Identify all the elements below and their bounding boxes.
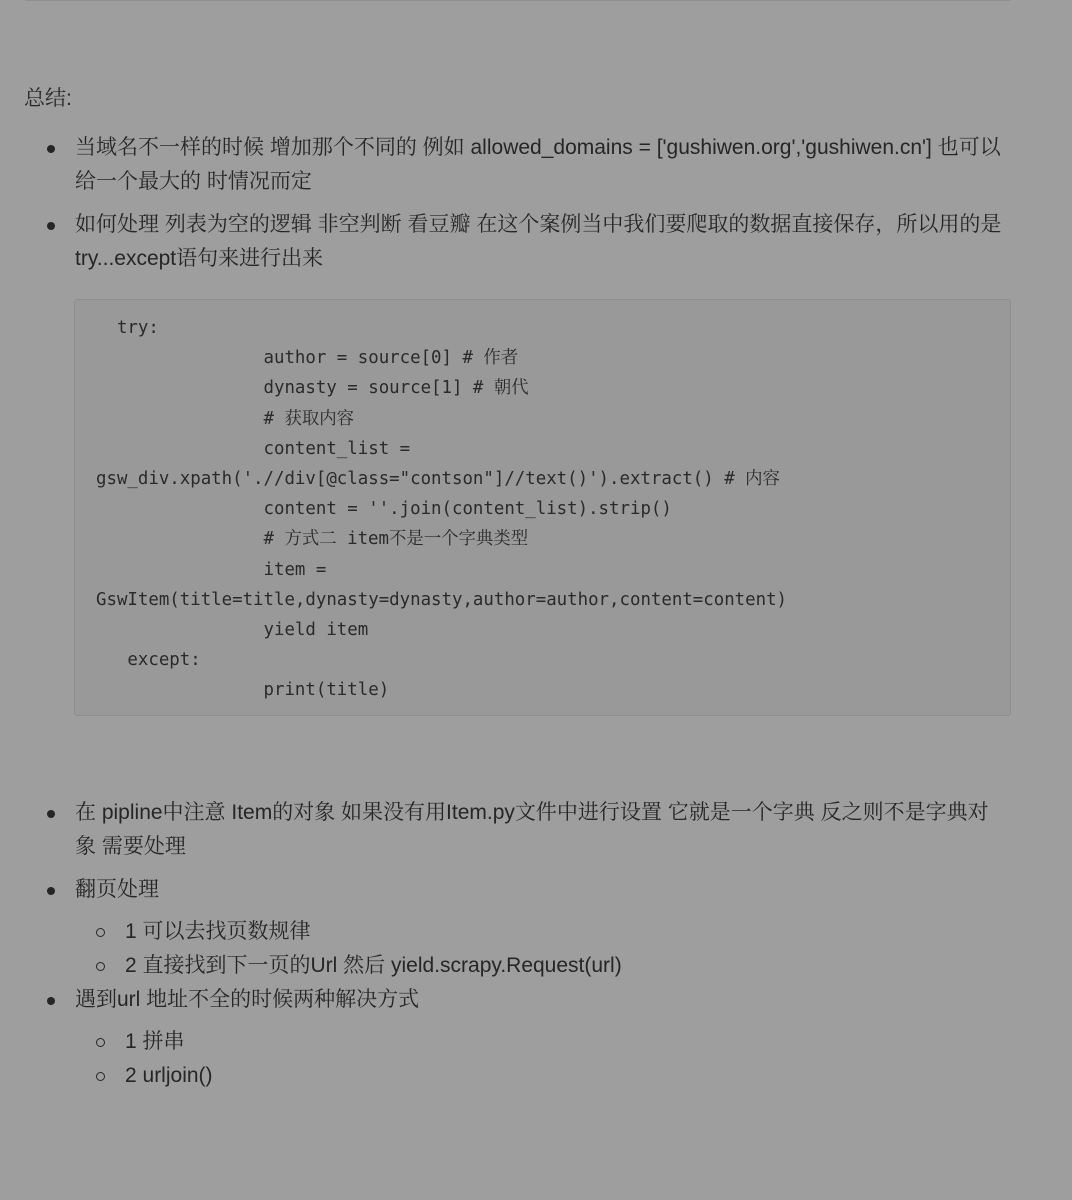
sub-list-item bbox=[0, 1059, 1002, 1093]
bullet-icon bbox=[47, 810, 55, 818]
bullet-icon bbox=[47, 222, 55, 230]
sub-list-item-text: 2 直接找到下一页的Url 然后 yield.scrapy.Request(url) bbox=[125, 954, 622, 977]
circle-bullet-icon bbox=[96, 928, 105, 937]
circle-bullet-icon bbox=[96, 962, 105, 971]
sub-list-item-text: 1 可以去找页数规律 bbox=[125, 920, 311, 943]
sub-list-item bbox=[0, 915, 1002, 949]
list-item bbox=[0, 131, 1072, 199]
list-item bbox=[0, 983, 1072, 1093]
bullet-icon bbox=[47, 887, 55, 895]
bullet-icon bbox=[47, 997, 55, 1005]
summary-list-continued bbox=[0, 796, 1072, 1102]
circle-bullet-icon bbox=[96, 1072, 105, 1081]
previous-code-block bbox=[24, 0, 1012, 1]
list-item bbox=[0, 796, 1072, 864]
sub-list-item-text: 1 拼串 bbox=[125, 1030, 185, 1053]
summary-heading: 总结: bbox=[24, 87, 72, 110]
code-text: try: author = source[0] # 作者 dynasty = source[1] # 朝代 # 获取内容 content_list = gsw_div.xpath('.//div[@class="contson"]//text()').extract() # 内容 content = ''.join(content_list).strip() # 方式二 item不是一个字典类型 item = GswItem(title=title,dynasty=dynasty,author=author,content=content) yield item except: print(title) bbox=[96, 318, 788, 701]
list-item-text: 在 pipline中注意 Item的对象 如果没有用Item.py文件中进行设置 它就是一个字典 反之则不是字典对象 需要处理 bbox=[75, 801, 989, 858]
list-item-text: 如何处理 列表为空的逻辑 非空判断 看豆瓣 在这个案例当中我们要爬取的数据直接保存，所以用的是 try...except语句来进行出来 bbox=[75, 213, 1002, 270]
list-item bbox=[0, 873, 1072, 983]
list-item bbox=[0, 208, 1072, 276]
list-item-text: 当域名不一样的时候 增加那个不同的 例如 allowed_domains = ['gushiwen.org','gushiwen.cn'] 也可以给一个最大的 时情况而定 bbox=[75, 136, 1001, 193]
sub-list-item bbox=[0, 1025, 1002, 1059]
sub-list-item bbox=[0, 949, 1002, 983]
bullet-icon bbox=[47, 145, 55, 153]
summary-list bbox=[0, 131, 1072, 285]
code-block bbox=[74, 299, 1011, 716]
sub-list-item-text: 2 urljoin() bbox=[125, 1064, 213, 1087]
circle-bullet-icon bbox=[96, 1038, 105, 1047]
list-item-text: 翻页处理 bbox=[75, 878, 159, 901]
list-item-text: 遇到url 地址不全的时候两种解决方式 bbox=[75, 988, 420, 1011]
